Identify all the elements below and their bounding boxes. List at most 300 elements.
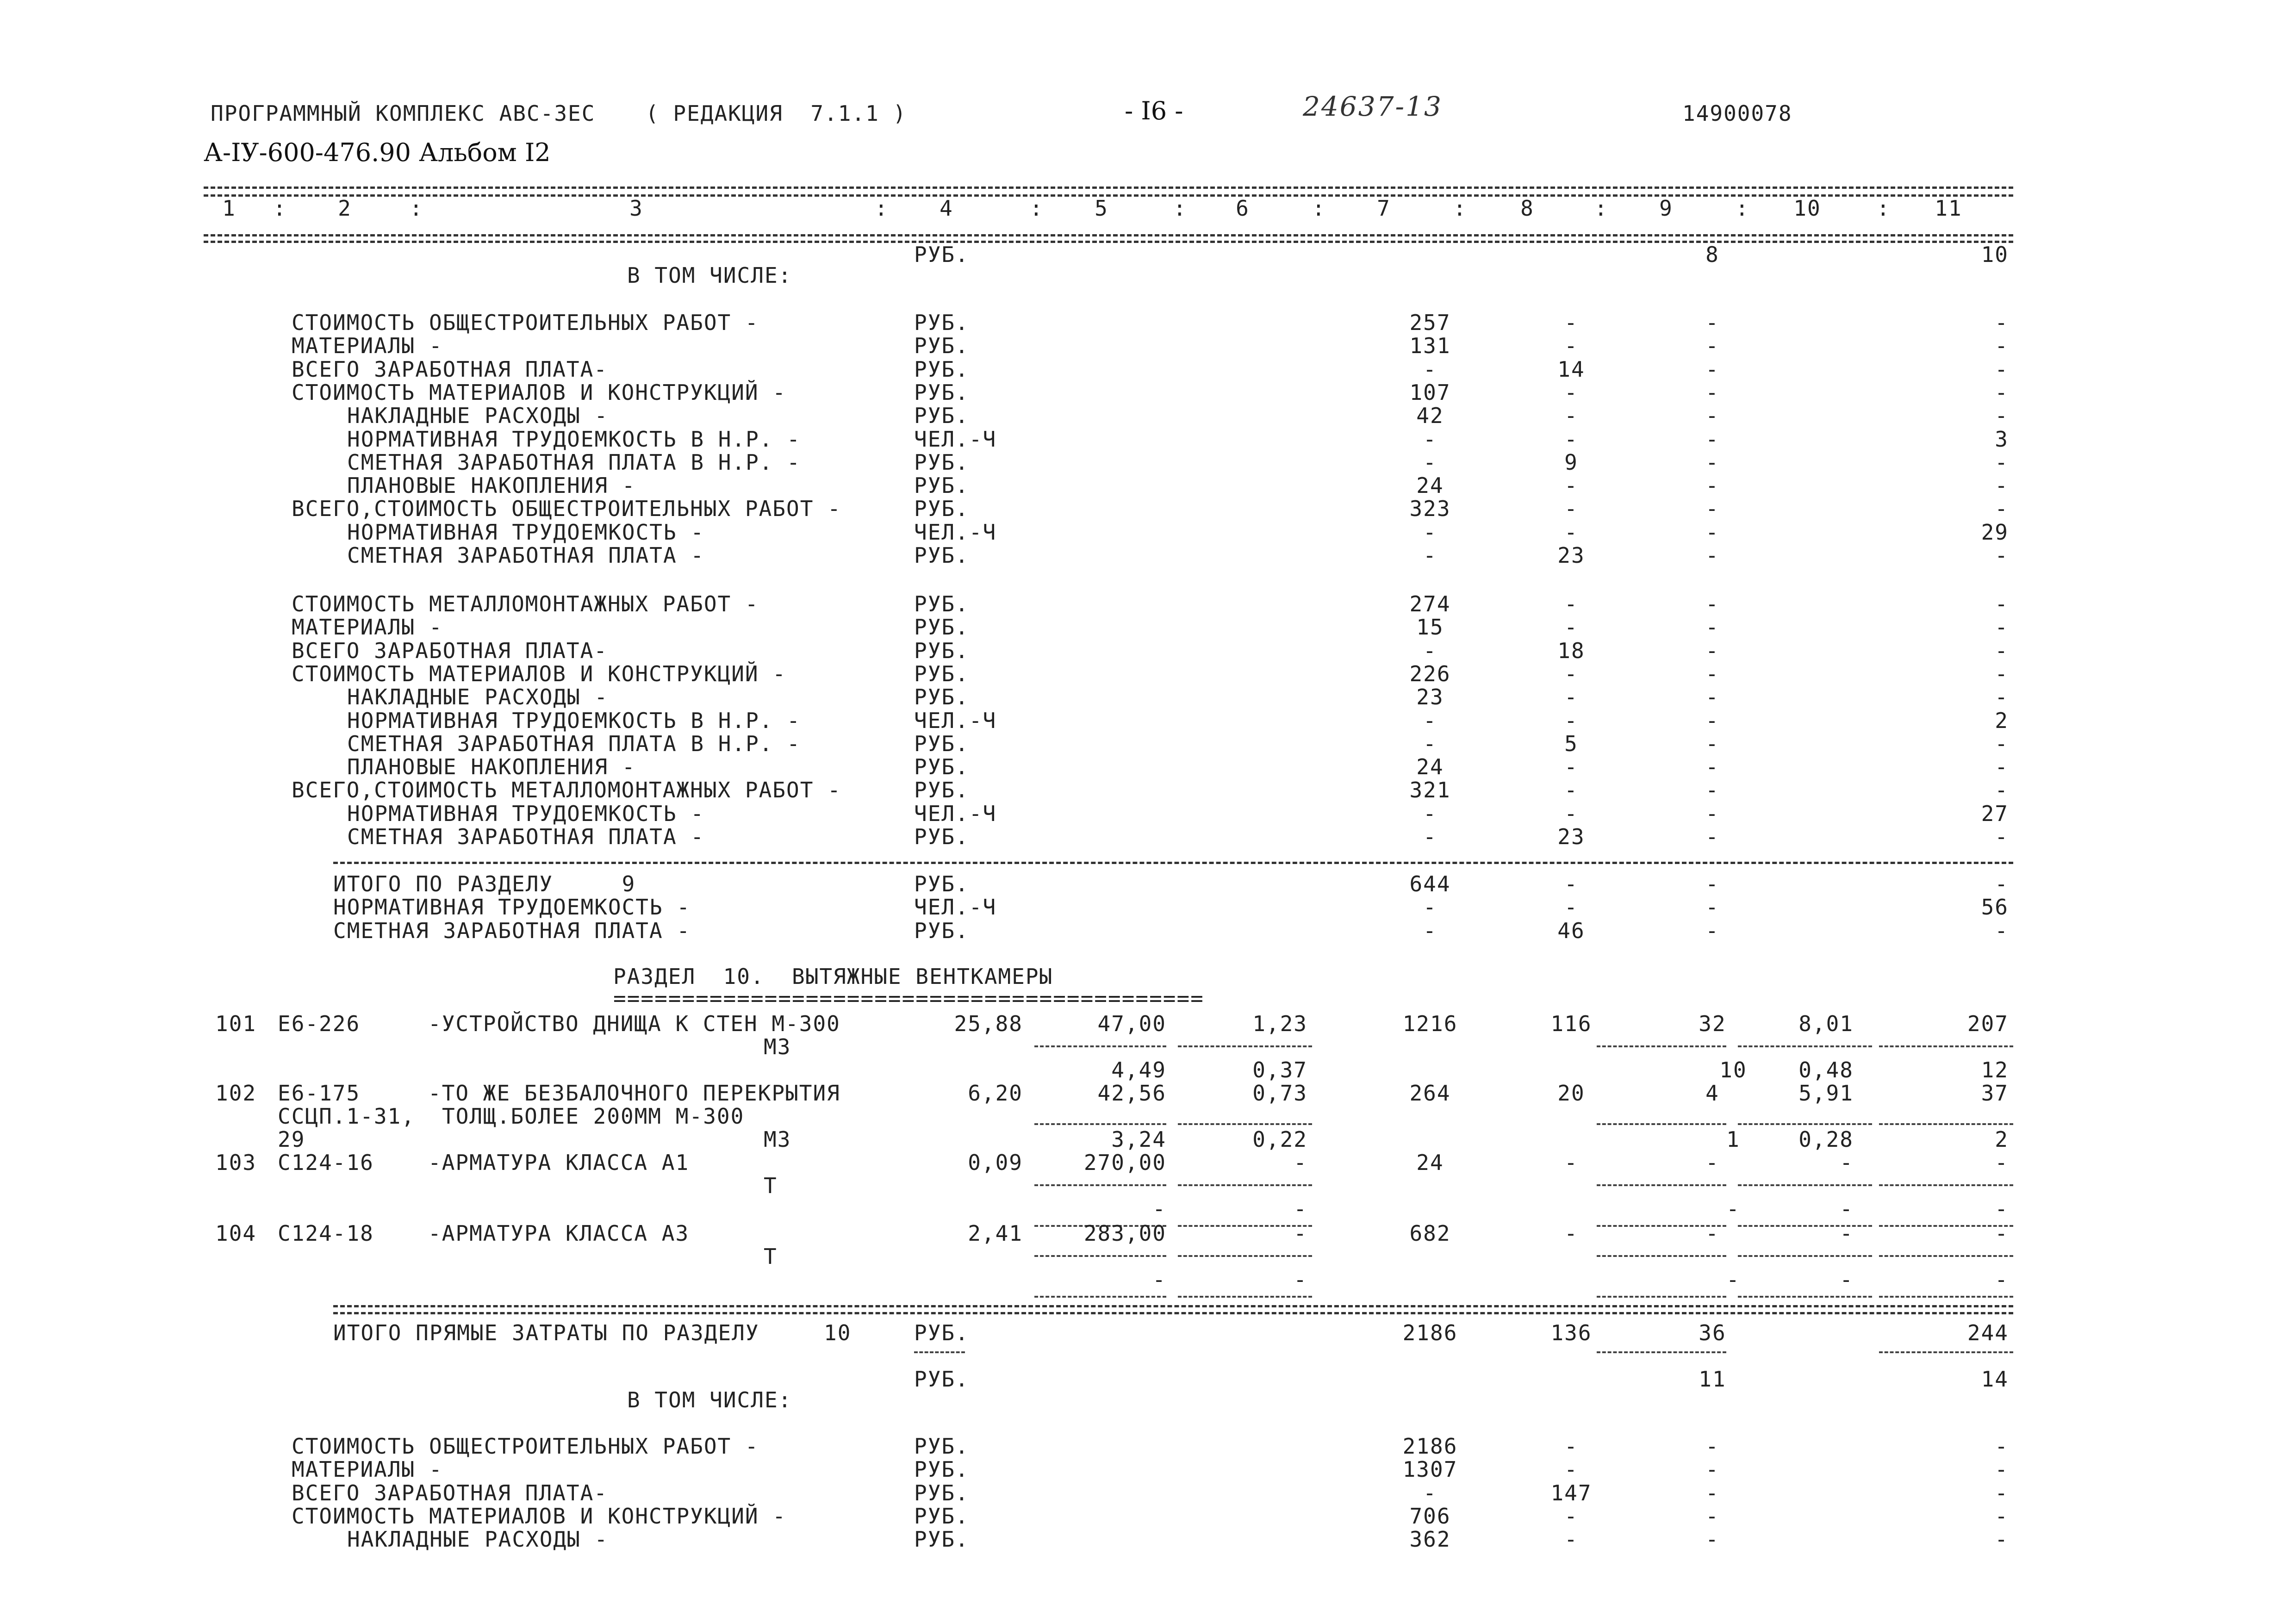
section10-total-subrule <box>1879 1351 2013 1353</box>
summary-row-col11: - <box>1995 731 2009 756</box>
section9-total-col9: - <box>1705 895 1719 920</box>
summary-row-unit: РУБ. <box>914 543 969 568</box>
summary-row-label: СТОИМОСТЬ ОБЩЕСТРОИТЕЛЬНЫХ РАБОТ - <box>292 1434 759 1459</box>
item-sub-col5: - <box>1152 1267 1166 1292</box>
summary-row-label: ПЛАНОВЫЕ НАКОПЛЕНИЯ - <box>347 473 636 498</box>
item-unit-price: 42,56 <box>1097 1081 1166 1106</box>
item-subtotal-rule <box>1178 1296 1312 1298</box>
summary-row-col11: - <box>1995 824 2009 849</box>
item-quantity: 2,41 <box>968 1221 1023 1246</box>
summary-row-label: МАТЕРИАЛЫ - <box>292 1457 443 1482</box>
column-separator: : <box>1312 196 1326 221</box>
summary-row-label: НОРМАТИВНАЯ ТРУДОЕМКОСТЬ - <box>347 519 705 545</box>
summary-row-label: НОРМАТИВНАЯ ТРУДОЕМКОСТЬ - <box>347 801 705 826</box>
column-header-4: 4 <box>940 196 953 221</box>
item-sub-col6: 0,22 <box>1252 1127 1307 1152</box>
section10-total-subrule <box>1597 1351 1726 1353</box>
summary-row-col9: - <box>1705 356 1719 382</box>
item-number: 104 <box>215 1221 257 1246</box>
summary-row-col11: - <box>1995 449 2009 475</box>
summary-row-label: ВСЕГО ЗАРАБОТНАЯ ПЛАТА- <box>292 356 608 382</box>
section10-underline: =========================================== <box>613 986 1204 1011</box>
summary-row-unit: ЧЕЛ.-Ч <box>914 519 997 545</box>
item-quantity: 25,88 <box>954 1011 1023 1036</box>
item-subtotal-rule <box>1738 1184 1872 1186</box>
summary-row-col8: - <box>1564 1527 1578 1552</box>
summary-row-unit: РУБ. <box>914 661 969 686</box>
column-separator: : <box>1030 196 1044 221</box>
item-subtotal-rule <box>1034 1045 1166 1047</box>
column-header-5: 5 <box>1095 196 1108 221</box>
summary-row-col9: - <box>1705 1480 1719 1505</box>
summary-row-label: СМЕТНАЯ ЗАРАБОТНАЯ ПЛАТА - <box>347 543 705 568</box>
summary-row-col9: - <box>1705 379 1719 405</box>
page-number: - I6 - <box>1125 96 1183 125</box>
summary-row-col7: - <box>1423 801 1437 826</box>
summary-row-col7: - <box>1423 519 1437 545</box>
summary-row-col9: - <box>1705 473 1719 498</box>
item-quantity: 0,09 <box>968 1150 1023 1175</box>
item-sub-col6: 0,37 <box>1252 1057 1307 1082</box>
handwritten-doc-number: 24637-13 <box>1303 91 1443 122</box>
section9-total-col11: 56 <box>1981 895 2009 920</box>
summary-row-col7: 131 <box>1409 333 1451 359</box>
summary-row-col8: - <box>1564 754 1578 780</box>
summary-row-unit: РУБ. <box>914 1503 969 1529</box>
summary-row-col8: - <box>1564 1503 1578 1529</box>
section9-total-col9: - <box>1705 871 1719 896</box>
summary-row-col8: - <box>1564 1457 1578 1482</box>
summary-row-col7: 321 <box>1409 777 1451 803</box>
summary-row-col9: - <box>1705 615 1719 640</box>
summary-row-col8: - <box>1564 496 1578 522</box>
summary-row-col9: - <box>1705 449 1719 475</box>
summary-row-label: СТОИМОСТЬ МАТЕРИАЛОВ И КОНСТРУКЦИЙ - <box>292 379 786 405</box>
item-number: 103 <box>215 1150 257 1175</box>
summary-row-label: СМЕТНАЯ ЗАРАБОТНАЯ ПЛАТА - <box>347 824 705 849</box>
item-subtotal-rule <box>1178 1255 1312 1257</box>
item-sub-col10: - <box>1840 1267 1854 1292</box>
summary-row-label: НОРМАТИВНАЯ ТРУДОЕМКОСТЬ В Н.Р. - <box>347 708 801 733</box>
summary-row-col11: - <box>1995 1434 2009 1459</box>
item-unit-wage: - <box>1294 1221 1307 1246</box>
item-sub-col11: - <box>1995 1267 2009 1292</box>
item-unit-wage: 1,23 <box>1252 1011 1307 1036</box>
column-separator: : <box>1877 196 1891 221</box>
summary-row-col11: - <box>1995 543 2009 568</box>
item-subtotal-rule <box>1879 1296 2013 1298</box>
summary-row-col9: - <box>1705 638 1719 663</box>
summary-row-col7: 257 <box>1409 310 1451 335</box>
edition-label: ( РЕДАКЦИЯ 7.1.1 ) <box>646 101 907 126</box>
summary-row-col9: - <box>1705 1503 1719 1529</box>
item-code: С124-18 <box>278 1221 374 1246</box>
summary-row-label: МАТЕРИАЛЫ - <box>292 615 443 640</box>
item-total-cost: 24 <box>1416 1150 1444 1175</box>
summary-row-unit: РУБ. <box>914 356 969 382</box>
summary-row-col7: 15 <box>1416 615 1444 640</box>
summary-row-col8: - <box>1564 777 1578 803</box>
summary-row-col8: 9 <box>1564 449 1578 475</box>
summary-row-unit: РУБ. <box>914 754 969 780</box>
item-total-wage: - <box>1564 1221 1578 1246</box>
item-subtotal-rule <box>1597 1296 1726 1298</box>
item-sub-col9: 10 <box>1719 1057 1747 1082</box>
item-subtotal-rule <box>1034 1255 1166 1257</box>
item-subtotal-rule <box>1034 1296 1166 1298</box>
summary-row-col7: 362 <box>1409 1527 1451 1552</box>
section10-total-number: 10 <box>824 1320 852 1345</box>
summary-row-col11: - <box>1995 591 2009 616</box>
item-unit-price: 47,00 <box>1097 1011 1166 1036</box>
header-rule-top <box>204 187 2013 189</box>
section9-total-col7: - <box>1423 918 1437 943</box>
summary-row-col7: 24 <box>1416 754 1444 780</box>
item-subtotal-rule <box>1879 1045 2013 1047</box>
summary-row-col8: - <box>1564 403 1578 429</box>
summary-row-unit: ЧЕЛ.-Ч <box>914 426 997 452</box>
item-code-ref-2: 29 <box>278 1127 305 1152</box>
including-unit: РУБ. <box>914 242 969 267</box>
summary-row-unit: РУБ. <box>914 333 969 359</box>
item-name: -ТО ЖЕ БЕЗБАЛОЧНОГО ПЕРЕКРЫТИЯ <box>428 1081 840 1106</box>
item-code: Е6-226 <box>278 1011 361 1036</box>
item-sub-col11: 12 <box>1981 1057 2009 1082</box>
summary-row-col7: - <box>1423 731 1437 756</box>
summary-row-col9: - <box>1705 333 1719 359</box>
item-col9: 32 <box>1699 1011 1726 1036</box>
summary-row-label: НАКЛАДНЫЕ РАСХОДЫ - <box>347 403 609 429</box>
summary-row-label: НАКЛАДНЫЕ РАСХОДЫ - <box>347 684 609 710</box>
summary-row-label: ВСЕГО,СТОИМОСТЬ ОБЩЕСТРОИТЕЛЬНЫХ РАБОТ - <box>292 496 841 522</box>
item-unit-price: 283,00 <box>1083 1221 1166 1246</box>
summary-row-col9: - <box>1705 519 1719 545</box>
item-name: -АРМАТУРА КЛАССА А3 <box>428 1221 690 1246</box>
summary-row-unit: РУБ. <box>914 1434 969 1459</box>
summary-row-label: СМЕТНАЯ ЗАРАБОТНАЯ ПЛАТА В Н.Р. - <box>347 731 801 756</box>
summary-row-col9: - <box>1705 731 1719 756</box>
item-unit: Т <box>764 1173 778 1198</box>
summary-row-unit: РУБ. <box>914 1457 969 1482</box>
section9-total-col7: - <box>1423 895 1437 920</box>
summary-row-col11: - <box>1995 1503 2009 1529</box>
summary-row-label: НАКЛАДНЫЕ РАСХОДЫ - <box>347 1527 609 1552</box>
summary-row-label: НОРМАТИВНАЯ ТРУДОЕМКОСТЬ В Н.Р. - <box>347 426 801 452</box>
summary-row-col8: - <box>1564 684 1578 710</box>
section9-total-unit: ЧЕЛ.-Ч <box>914 895 997 920</box>
item-col9: - <box>1705 1221 1719 1246</box>
item-subtotal-rule <box>1597 1045 1726 1047</box>
item-sub-col9: - <box>1726 1196 1740 1221</box>
item-col11: - <box>1995 1221 2009 1246</box>
summary-row-col9: - <box>1705 754 1719 780</box>
summary-row-col11: - <box>1995 310 2009 335</box>
summary-row-col7: 274 <box>1409 591 1451 616</box>
summary-row-col9: - <box>1705 1527 1719 1552</box>
summary-row-col8: 23 <box>1557 824 1585 849</box>
summary-row-col7: - <box>1423 449 1437 475</box>
summary-row-label: СТОИМОСТЬ МАТЕРИАЛОВ И КОНСТРУКЦИЙ - <box>292 1503 786 1529</box>
column-separator: : <box>1453 196 1467 221</box>
column-header-9: 9 <box>1659 196 1673 221</box>
summary-row-col9: - <box>1705 426 1719 452</box>
item-number: 102 <box>215 1081 257 1106</box>
item-unit: Т <box>764 1244 778 1269</box>
summary-row-col7: - <box>1423 356 1437 382</box>
summary-row-col11: - <box>1995 333 2009 359</box>
column-header-6: 6 <box>1236 196 1250 221</box>
summary-row-col8: - <box>1564 310 1578 335</box>
summary-row-col8: 23 <box>1557 543 1585 568</box>
summary-row-col8: 14 <box>1557 356 1585 382</box>
item-unit-price: 270,00 <box>1083 1150 1166 1175</box>
summary-row-unit: РУБ. <box>914 403 969 429</box>
section9-total-label: НОРМАТИВНАЯ ТРУДОЕМКОСТЬ - <box>333 895 691 920</box>
item-sub-col5: 4,49 <box>1111 1057 1166 1082</box>
summary-row-col8: - <box>1564 615 1578 640</box>
summary-row-unit: РУБ. <box>914 638 969 663</box>
section10-total-subrule <box>914 1351 965 1353</box>
summary-row-col8: 18 <box>1557 638 1585 663</box>
summary-row-label: МАТЕРИАЛЫ - <box>292 333 443 359</box>
item-name: -УСТРОЙСТВО ДНИЩА К СТЕН М-300 <box>428 1011 840 1036</box>
summary-row-col11: 29 <box>1981 519 2009 545</box>
item-col11: 37 <box>1981 1081 2009 1106</box>
item-col10: - <box>1840 1150 1854 1175</box>
column-separator: : <box>410 196 423 221</box>
section10-total-sub-col9: 11 <box>1699 1367 1726 1392</box>
including-label: В ТОМ ЧИСЛЕ: <box>627 263 792 288</box>
item-subtotal-rule <box>1178 1045 1312 1047</box>
summary-row-label: ВСЕГО ЗАРАБОТНАЯ ПЛАТА- <box>292 638 608 663</box>
album-title: А-IУ-600-476.90 Альбом I2 <box>204 138 551 167</box>
item-sub-col11: 2 <box>1995 1127 2009 1152</box>
summary-row-unit: РУБ. <box>914 449 969 475</box>
summary-row-col11: - <box>1995 777 2009 803</box>
summary-row-unit: РУБ. <box>914 1480 969 1505</box>
summary-row-col11: - <box>1995 684 2009 710</box>
summary-row-col9: - <box>1705 496 1719 522</box>
summary-row-label: ПЛАНОВЫЕ НАКОПЛЕНИЯ - <box>347 754 636 780</box>
item-subtotal-rule <box>1738 1255 1872 1257</box>
item-sub-col5: - <box>1152 1196 1166 1221</box>
summary-row-col11: 3 <box>1995 426 2009 452</box>
item-col10: 8,01 <box>1798 1011 1854 1036</box>
column-header-1: 1 <box>222 196 236 221</box>
item-total-wage: 116 <box>1550 1011 1592 1036</box>
summary-row-col11: - <box>1995 379 2009 405</box>
item-total-cost: 1216 <box>1402 1011 1458 1036</box>
summary-row-col11: - <box>1995 496 2009 522</box>
column-separator: : <box>1594 196 1608 221</box>
summary-row-col9: - <box>1705 591 1719 616</box>
summary-row-col7: 23 <box>1416 684 1444 710</box>
column-separator: : <box>273 196 287 221</box>
summary-row-col8: - <box>1564 708 1578 733</box>
summary-row-col11: - <box>1995 661 2009 686</box>
item-subtotal-rule <box>1879 1184 2013 1186</box>
section9-total-unit: РУБ. <box>914 871 969 896</box>
column-header-2: 2 <box>338 196 352 221</box>
summary-row-col8: 147 <box>1550 1480 1592 1505</box>
section10-total-unit2: РУБ. <box>914 1367 969 1392</box>
item-subtotal-rule <box>1178 1184 1312 1186</box>
summary-row-col9: - <box>1705 661 1719 686</box>
item-col10: - <box>1840 1221 1854 1246</box>
summary-row-col9: - <box>1705 310 1719 335</box>
item-subtotal-rule <box>1738 1296 1872 1298</box>
item-subtotal-rule <box>1738 1045 1872 1047</box>
item-subtotal-rule <box>1178 1123 1312 1125</box>
summary-row-col7: - <box>1423 638 1437 663</box>
column-separator: : <box>875 196 889 221</box>
item-subtotal-rule <box>1597 1123 1726 1125</box>
section9-total-unit: РУБ. <box>914 918 969 943</box>
summary-row-col11: - <box>1995 1480 2009 1505</box>
summary-row-unit: ЧЕЛ.-Ч <box>914 708 997 733</box>
summary-row-col8: - <box>1564 333 1578 359</box>
summary-row-col11: - <box>1995 615 2009 640</box>
summary-row-col11: - <box>1995 1457 2009 1482</box>
summary-row-col11: - <box>1995 356 2009 382</box>
item-sub-col10: 0,48 <box>1798 1057 1854 1082</box>
column-header-7: 7 <box>1377 196 1391 221</box>
item-col11: 207 <box>1967 1011 2009 1036</box>
item-name-line2: ТОЛЩ.БОЛЕЕ 200ММ М-300 <box>442 1104 745 1129</box>
column-header-10: 10 <box>1793 196 1821 221</box>
summary-row-col8: - <box>1564 1434 1578 1459</box>
item-name: -АРМАТУРА КЛАССА А1 <box>428 1150 690 1175</box>
summary-row-col9: - <box>1705 1434 1719 1459</box>
item-unit: М3 <box>764 1127 791 1152</box>
section10-total-rule-2 <box>333 1312 2013 1314</box>
summary-row-unit: РУБ. <box>914 777 969 803</box>
item-subtotal-rule <box>1034 1184 1166 1186</box>
summary-row-col8: - <box>1564 661 1578 686</box>
item-col10: 5,91 <box>1798 1081 1854 1106</box>
section9-total-label: ИТОГО ПО РАЗДЕЛУ 9 <box>333 871 636 896</box>
summary-row-col7: 42 <box>1416 403 1444 429</box>
section9-total-col7: 644 <box>1409 871 1451 896</box>
summary-row-col9: - <box>1705 1457 1719 1482</box>
section10-total-label: ИТОГО ПРЯМЫЕ ЗАТРАТЫ ПО РАЗДЕЛУ <box>333 1320 759 1345</box>
summary-row-unit: РУБ. <box>914 310 969 335</box>
column-header-11: 11 <box>1935 196 1962 221</box>
item-sub-col6: - <box>1294 1267 1307 1292</box>
section9-total-rule <box>333 862 2013 864</box>
column-header-8: 8 <box>1520 196 1534 221</box>
program-name: ПРОГРАММНЫЙ КОМПЛЕКС АВС-3ЕС <box>211 101 596 126</box>
summary-row-unit: РУБ. <box>914 496 969 522</box>
section10-total-unit: РУБ. <box>914 1320 969 1345</box>
item-total-cost: 682 <box>1409 1221 1451 1246</box>
item-sub-col9: - <box>1726 1267 1740 1292</box>
summary-row-col7: - <box>1423 543 1437 568</box>
item-sub-col10: 0,28 <box>1798 1127 1854 1152</box>
summary-row-col8: - <box>1564 426 1578 452</box>
summary-row-col7: 24 <box>1416 473 1444 498</box>
summary-row-label: ВСЕГО,СТОИМОСТЬ МЕТАЛЛОМОНТАЖНЫХ РАБОТ - <box>292 777 841 803</box>
item-sub-col11: - <box>1995 1196 2009 1221</box>
item-sub-col10: - <box>1840 1196 1854 1221</box>
column-separator: : <box>1173 196 1187 221</box>
section9-total-col8: - <box>1564 871 1578 896</box>
section9-total-col8: - <box>1564 895 1578 920</box>
summary-row-col9: - <box>1705 684 1719 710</box>
summary-row-col7: 1307 <box>1402 1457 1458 1482</box>
item-col9: 4 <box>1705 1081 1719 1106</box>
summary-row-label: СМЕТНАЯ ЗАРАБОТНАЯ ПЛАТА В Н.Р. - <box>347 449 801 475</box>
summary-row-col7: 226 <box>1409 661 1451 686</box>
summary-row-col9: - <box>1705 708 1719 733</box>
summary-row-col7: 706 <box>1409 1503 1451 1529</box>
summary-row-col11: - <box>1995 1527 2009 1552</box>
item-col9: - <box>1705 1150 1719 1175</box>
section9-total-col11: - <box>1995 871 2009 896</box>
item-code-ref: ССЦП.1-31, <box>278 1104 415 1129</box>
summary-row-unit: ЧЕЛ.-Ч <box>914 801 997 826</box>
section10-total-col7: 2186 <box>1402 1320 1458 1345</box>
summary-row-col11: 2 <box>1995 708 2009 733</box>
summary-row-col7: 2186 <box>1402 1434 1458 1459</box>
item-subtotal-rule <box>1738 1123 1872 1125</box>
summary-row-col8: - <box>1564 379 1578 405</box>
item-quantity: 6,20 <box>968 1081 1023 1106</box>
summary-row-col8: - <box>1564 591 1578 616</box>
summary-row-label: СТОИМОСТЬ МЕТАЛЛОМОНТАЖНЫХ РАБОТ - <box>292 591 759 616</box>
summary-row-col8: 5 <box>1564 731 1578 756</box>
summary-row-col8: - <box>1564 801 1578 826</box>
section9-total-col11: - <box>1995 918 2009 943</box>
item-subtotal-rule <box>1879 1123 2013 1125</box>
section9-total-col9: - <box>1705 918 1719 943</box>
summary-row-col7: - <box>1423 824 1437 849</box>
summary-row-col9: - <box>1705 543 1719 568</box>
including-col11: 10 <box>1981 242 2009 267</box>
summary-row-unit: РУБ. <box>914 473 969 498</box>
document-code: 14900078 <box>1682 101 1792 126</box>
item-sub-col5: 3,24 <box>1111 1127 1166 1152</box>
summary-row-col7: - <box>1423 426 1437 452</box>
summary-row-unit: РУБ. <box>914 824 969 849</box>
column-header-3: 3 <box>629 196 643 221</box>
including-col9: 8 <box>1705 242 1719 267</box>
section10-total-col8: 136 <box>1550 1320 1592 1345</box>
summary-row-col7: 323 <box>1409 496 1451 522</box>
header-rule-bottom <box>204 234 2013 236</box>
summary-row-unit: РУБ. <box>914 379 969 405</box>
item-sub-col6: - <box>1294 1196 1307 1221</box>
item-subtotal-rule <box>1597 1184 1726 1186</box>
item-sub-col9: 1 <box>1726 1127 1740 1152</box>
item-code: Е6-175 <box>278 1081 361 1106</box>
summary-row-label: СТОИМОСТЬ МАТЕРИАЛОВ И КОНСТРУКЦИЙ - <box>292 661 786 686</box>
item-unit: М3 <box>764 1034 791 1059</box>
summary-row-col11: - <box>1995 403 2009 429</box>
item-total-cost: 264 <box>1409 1081 1451 1106</box>
item-subtotal-rule <box>1034 1123 1166 1125</box>
column-separator: : <box>1736 196 1749 221</box>
summary-row-col7: 107 <box>1409 379 1451 405</box>
section10-including-label: В ТОМ ЧИСЛЕ: <box>627 1387 792 1412</box>
summary-row-label: ВСЕГО ЗАРАБОТНАЯ ПЛАТА- <box>292 1480 608 1505</box>
item-subtotal-rule <box>1597 1255 1726 1257</box>
item-unit-wage: - <box>1294 1150 1307 1175</box>
section10-total-rule <box>333 1305 2013 1307</box>
summary-row-col8: - <box>1564 519 1578 545</box>
item-total-wage: - <box>1564 1150 1578 1175</box>
summary-row-label: СТОИМОСТЬ ОБЩЕСТРОИТЕЛЬНЫХ РАБОТ - <box>292 310 759 335</box>
